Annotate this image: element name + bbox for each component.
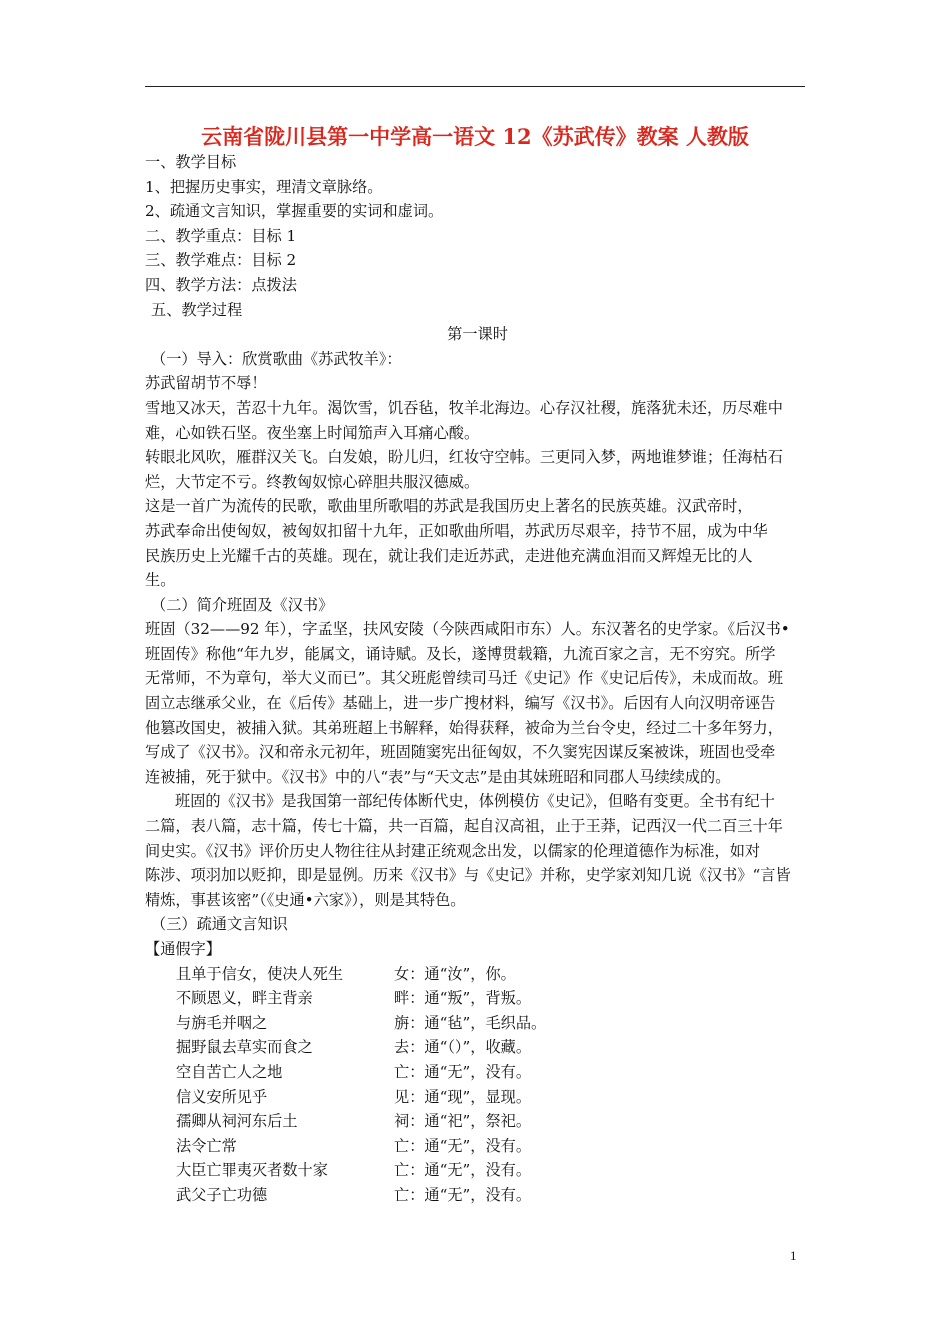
section-heading-classical: （三）疏通文言知识 [151,915,288,934]
bangu-paragraph-line: 他篡改国史，被捕入狱。其弟班超上书解释，始得获释，被命为兰台令史，经过二十多年努力， [145,718,783,737]
bangu-paragraph-line: 固立志继承父业，在《后传》基础上，进一步广搜材料，编写《汉书》。后因有人向汉明帝诬告 [145,694,776,713]
song-line: 难，心如铁石坚。夜坐塞上时闻笳声入耳痛心酸。 [145,423,480,442]
lesson-heading: 第一课时 [447,325,508,344]
tongjia-sentence: 孺卿从祠河东后土 [176,1112,298,1131]
document-body [145,150,810,1208]
tongjia-sentence: 空自苦亡人之地 [176,1062,283,1081]
outline-item: 五、教学过程 [151,300,243,319]
tongjia-note: 祠：通“祀”，祭祀。 [394,1112,532,1131]
tongjia-row [145,1035,810,1060]
tongjia-note: 亡：通“无”，没有。 [394,1161,532,1180]
bangu-paragraph-line: 班固（32——92 年），字孟坚，扶风安陵（今陕西咸阳市东）人。东汉著名的史学家。《后汉书• [145,620,790,639]
song-line: 烂，大节定不亏。终教匈奴惊心碎胆共服汉德威。 [145,472,480,491]
tongjia-row [145,1060,810,1085]
outline-item: 三、教学难点：目标 2 [145,251,297,270]
bangu-paragraph-line: 无常师，不为章句，举大义而已”。其父班彪曾续司马迁《史记》作《史记后传》，未成而故。班 [145,669,784,688]
page-number: 1 [790,1248,797,1263]
tongjia-heading: 【通假字】 [145,940,221,958]
section-heading-bangu: （二）简介班固及《汉书》 [151,595,334,614]
tongjia-sentence: 法令亡常 [176,1136,237,1155]
outline-item: 1、把握历史事实，理清文章脉络。 [145,177,383,196]
tongjia-row [145,962,810,987]
intro-paragraph-line: 这是一首广为流传的民歌，歌曲里所歌唱的苏武是我国历史上著名的民族英雄。汉武帝时， [145,497,753,516]
tongjia-note: 见：通“现”，显现。 [394,1087,532,1106]
tongjia-note: 旃：通“毡”，毛织品。 [394,1013,547,1032]
tongjia-note: 亡：通“无”，没有。 [394,1062,532,1081]
tongjia-sentence: 不顾恩义，畔主背亲 [176,989,313,1008]
tongjia-sentence: 信义安所见乎 [176,1087,268,1106]
tongjia-row [145,1085,810,1110]
outline-item: 2、疏通文言知识，掌握重要的实词和虚词。 [145,202,444,221]
intro-paragraph-line: 苏武奉命出使匈奴，被匈奴扣留十九年，正如歌曲所唱，苏武历尽艰辛，持节不屈，成为中华 [145,521,768,540]
tongjia-note: 亡：通“无”，没有。 [394,1136,532,1155]
tongjia-row [145,1109,810,1134]
song-line: 转眼北风吹，雁群汉关飞。白发娘，盼儿归，红妆守空帏。三更同入梦，两地谁梦谁；任海枯石 [145,448,783,467]
tongjia-sentence: 与旃毛并咽之 [176,1013,268,1032]
tongjia-sentence: 且单于信女，使决人死生 [176,964,344,983]
hanshu-paragraph-line: 二篇，表八篇，志十篇，传七十篇，共一百篇，起自汉高祖，止于王莽，记西汉一代二百三十年 [145,817,783,836]
bangu-paragraph-line: 班固传》称他“年九岁，能属文，诵诗赋。及长，遂博贯载籍，九流百家之言，无不穷究。所学 [145,644,776,663]
outline-item: 一、教学目标 [145,153,237,171]
document-title: 云南省陇川县第一中学高一语文 12《苏武传》教案 人教版 [201,124,749,149]
hanshu-paragraph-line: 间史实。《汉书》评价历史人物往往从封建正统观念出发，以儒家的伦理道德作为标准，如对 [145,841,761,860]
intro-paragraph-line: 民族历史上光耀千古的英雄。现在，就让我们走近苏武，走进他充满血泪而又辉煌无比的人 [145,546,753,565]
header-rule [145,86,805,87]
tongjia-note: 亡：通“无”，没有。 [394,1185,532,1204]
tongjia-row [145,1183,810,1208]
tongjia-sentence: 武父子亡功德 [176,1185,268,1204]
outline-item: 四、教学方法：点拨法 [145,275,297,294]
bangu-paragraph-line: 写成了《汉书》。汉和帝永元初年，班固随窦宪出征匈奴，不久窦宪因谋反案被诛，班固也受牵 [145,743,776,762]
hanshu-paragraph-line: 精炼，事甚该密”（《史通•六家》），则是其特色。 [145,890,466,909]
tongjia-row [145,1134,810,1159]
song-line: 苏武留胡节不辱！ [145,374,267,393]
tongjia-row [145,1158,810,1183]
outline-item: 二、教学重点：目标 1 [145,226,297,245]
tongjia-sentence: 大臣亡罪夷灭者数十家 [176,1161,328,1180]
hanshu-paragraph-line: 班固的《汉书》是我国第一部纪传体断代史，体例模仿《史记》，但略有变更。全书有纪十 [175,792,775,811]
song-line: 雪地又冰天，苦忍十九年。渴饮雪，饥吞毡，牧羊北海边。心存汉社稷，旄落犹未还，历尽难中 [145,398,783,417]
tongjia-note: 去：通“（）”，收藏。 [394,1038,532,1057]
bangu-paragraph-line: 连被捕，死于狱中。《汉书》中的八“表”与“天文志”是由其妹班昭和同郡人马续续成的。 [145,767,731,786]
section-heading-intro: （一）导入：欣赏歌曲《苏武牧羊》： [151,349,402,368]
tongjia-sentence: 掘野鼠去草实而食之 [176,1038,313,1057]
tongjia-row [145,986,810,1011]
hanshu-paragraph-line: 陈涉、项羽加以贬抑，即是显例。历来《汉书》与《史记》并称，史学家刘知几说《汉书》“言皆 [145,866,791,885]
tongjia-row [145,1011,810,1036]
tongjia-note: 女：通“汝”，你。 [394,964,516,983]
tongjia-note: 畔：通“叛”，背叛。 [394,989,532,1008]
intro-paragraph-line: 生。 [145,571,176,590]
